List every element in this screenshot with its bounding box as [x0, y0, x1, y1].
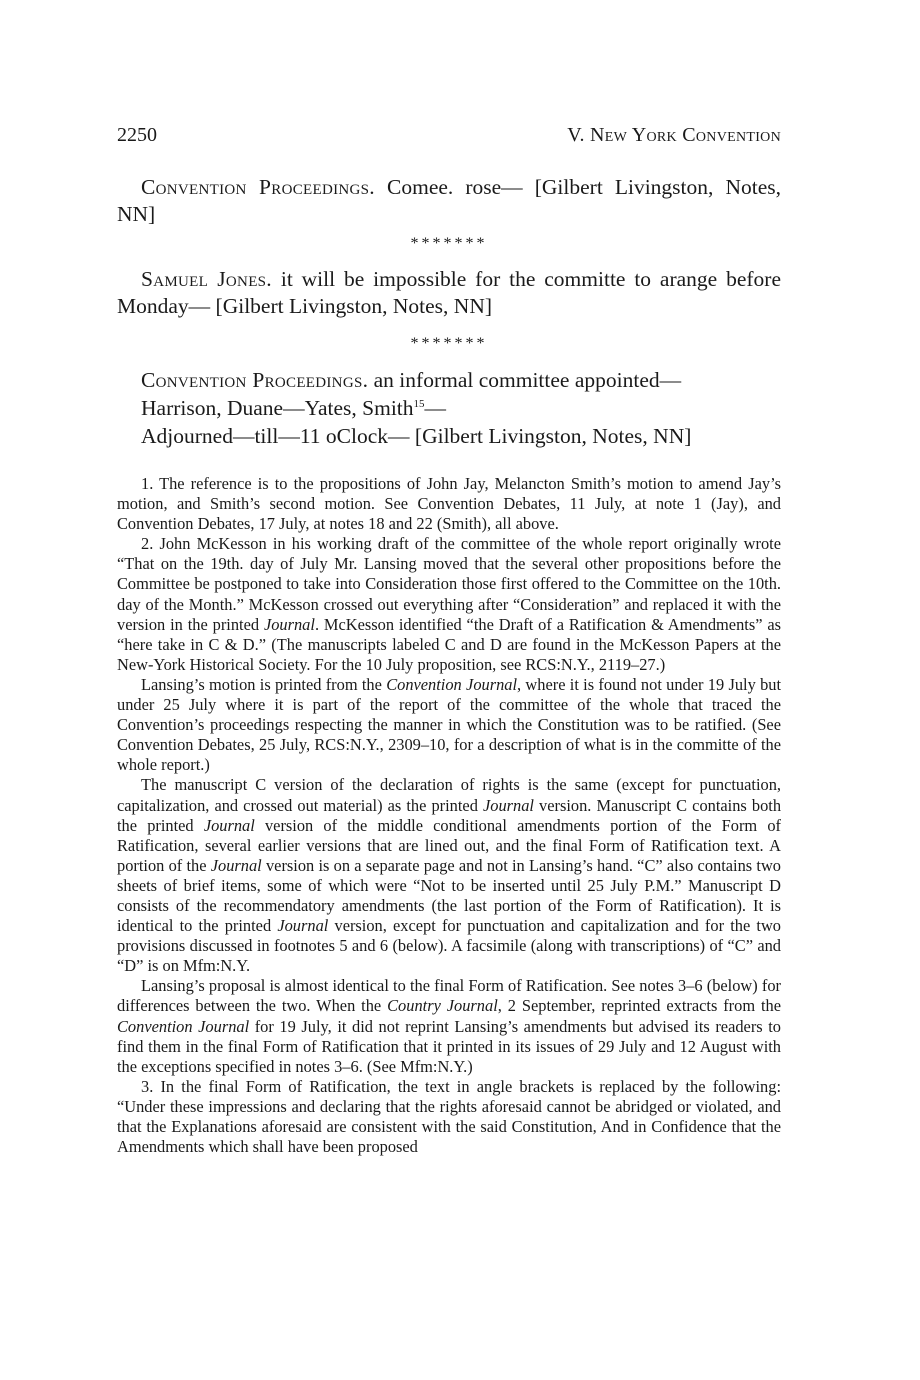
italic-title: Journal — [210, 855, 262, 875]
entry-line — [141, 394, 781, 422]
footnote-paragraph — [117, 775, 781, 976]
footnote-text: , 2 September, reprinted extracts from the — [497, 996, 782, 1016]
entry-line: Adjourned—till—11 oClock— [Gilbert Livingston, Notes, NN] — [141, 424, 692, 448]
footnote-text: Lansing’s motion is printed from the — [141, 674, 387, 694]
footnote-text: version, except for punctuation and capitalization and for the two provisions discussed in footnotes 5 and 6 (below). A facsimile (along with transcriptions) of “C” and “D” is on Mfm:N.Y. — [117, 916, 781, 976]
footnote-text: version is on a separate page and not in Lansing’s hand. “C” also contains two sheets of brief items, some of which were “Not to be inserted until 25 July P.M.” Manuscript D consists of the recommendatory amendments (the last portion of the Form of Ratification). It is identical to the printed — [117, 855, 781, 936]
section-separator: ******* — [410, 235, 488, 252]
footnote-text: , where it is found not under 19 July but under 25 July where it is part of the report of the committee of the whole that traced the Convention’s proceedings respecting the manner in which the Constitution was to be ratified. (See Convention Debates, 25 July, RCS:N.Y., 2309–10, for a description of what is in the committe of the whole report.) — [117, 674, 782, 775]
footnote-paragraph — [117, 976, 781, 1076]
footnote-text: version. Manuscript C contains both the printed — [117, 795, 782, 835]
document-page — [117, 122, 781, 1157]
proceedings-entry — [117, 174, 781, 228]
entry-text: Comee. rose— [Gilbert Livingston, Notes, NN] — [117, 175, 781, 226]
footnote-1: 1. The reference is to the propositions of John Jay, Melancton Smith’s motion to amend Jay’s motion, and Smith’s second motion. See Convention Debates, 11 July, at note 1 (Jay), and Convention Debates, 17 July, at notes 18 and 22 (Smith), all above. — [117, 474, 781, 534]
footnote-text: 2. John McKesson in his working draft of the committee of the whole report originally wrote “That on the 19th. day of July Mr. Lansing moved that the several other propositions before the Committee be postponed to take into Consideration those first offered to the Committee on the 10th. day of the Month.” McKesson crossed out everything after “Consideration” and replaced it with the version in the printed — [117, 534, 781, 634]
italic-title: Convention Journal — [386, 674, 518, 694]
entry-text: Harrison, Duane—Yates, Smith — [141, 396, 414, 420]
speaker-name: Convention Proceedings. — [141, 175, 375, 199]
footnote-2 — [117, 534, 781, 675]
footnote-3: 3. In the final Form of Ratification, the text in angle brackets is replaced by the following: “Under these impressions and declaring that the rights aforesaid cannot be abridged or violated, and that the Explanations aforesaid are consistent with the said Constitution, And in Confidence that the Amendments which shall have been proposed — [117, 1076, 781, 1157]
italic-title: Journal — [263, 614, 315, 634]
footnotes — [117, 474, 781, 1157]
section-separator: ******* — [410, 335, 488, 352]
entry-line — [141, 366, 781, 394]
speech-entry — [117, 266, 781, 320]
footnote-text: Lansing’s proposal is almost identical to the final Form of Ratification. See notes 3–6 (below) for differences between the two. When the — [117, 976, 781, 1016]
entry-text: — — [424, 396, 447, 420]
running-title: V. New York Convention — [567, 124, 781, 146]
footnote-paragraph — [117, 675, 781, 775]
speaker-name: Samuel Jones. — [141, 267, 272, 291]
italic-title: Journal — [203, 815, 255, 835]
footnote-text: The manuscript C version of the declaration of rights is the same (except for punctuation, capitalization, and crossed out material) as the printed — [117, 775, 781, 815]
footnote-text: version of the middle conditional amendments portion of the Form of Ratification, several earlier versions that are lined out, and the final Form of Ratification text. A portion of the — [117, 815, 781, 875]
proceedings-entry — [141, 366, 781, 450]
italic-title: Country Journal — [387, 996, 498, 1016]
footnote-text: . McKesson identified “the Draft of a Ratification & Amendments” as “here take in C & D.” (The manuscripts labeled C and D are found in the McKesson Papers at the New-York Historical Society. For the 10 July proposition, see RCS:N.Y., 2119–27.) — [117, 614, 782, 674]
footnote-marker: 15 — [413, 397, 425, 410]
italic-title: Convention Journal — [117, 1016, 250, 1036]
speaker-name: Convention Proceedings. — [141, 368, 369, 392]
entry-text: an informal committee appointed— — [368, 368, 682, 392]
footnote-text: for 19 July, it did not reprint Lansing’s amendments but advised its readers to find them in the final Form of Ratification that it printed in its issues of 29 July and 12 August with the exceptions specified in notes 3–6. (See Mfm:N.Y.) — [117, 1016, 781, 1076]
italic-title: Journal — [277, 916, 329, 936]
entry-text: it will be impossible for the committe to arange before Monday— [Gilbert Livingston, Notes, NN] — [117, 267, 781, 318]
running-head — [117, 122, 781, 148]
page-number: 2250 — [117, 124, 157, 146]
italic-title: Journal — [482, 795, 534, 815]
